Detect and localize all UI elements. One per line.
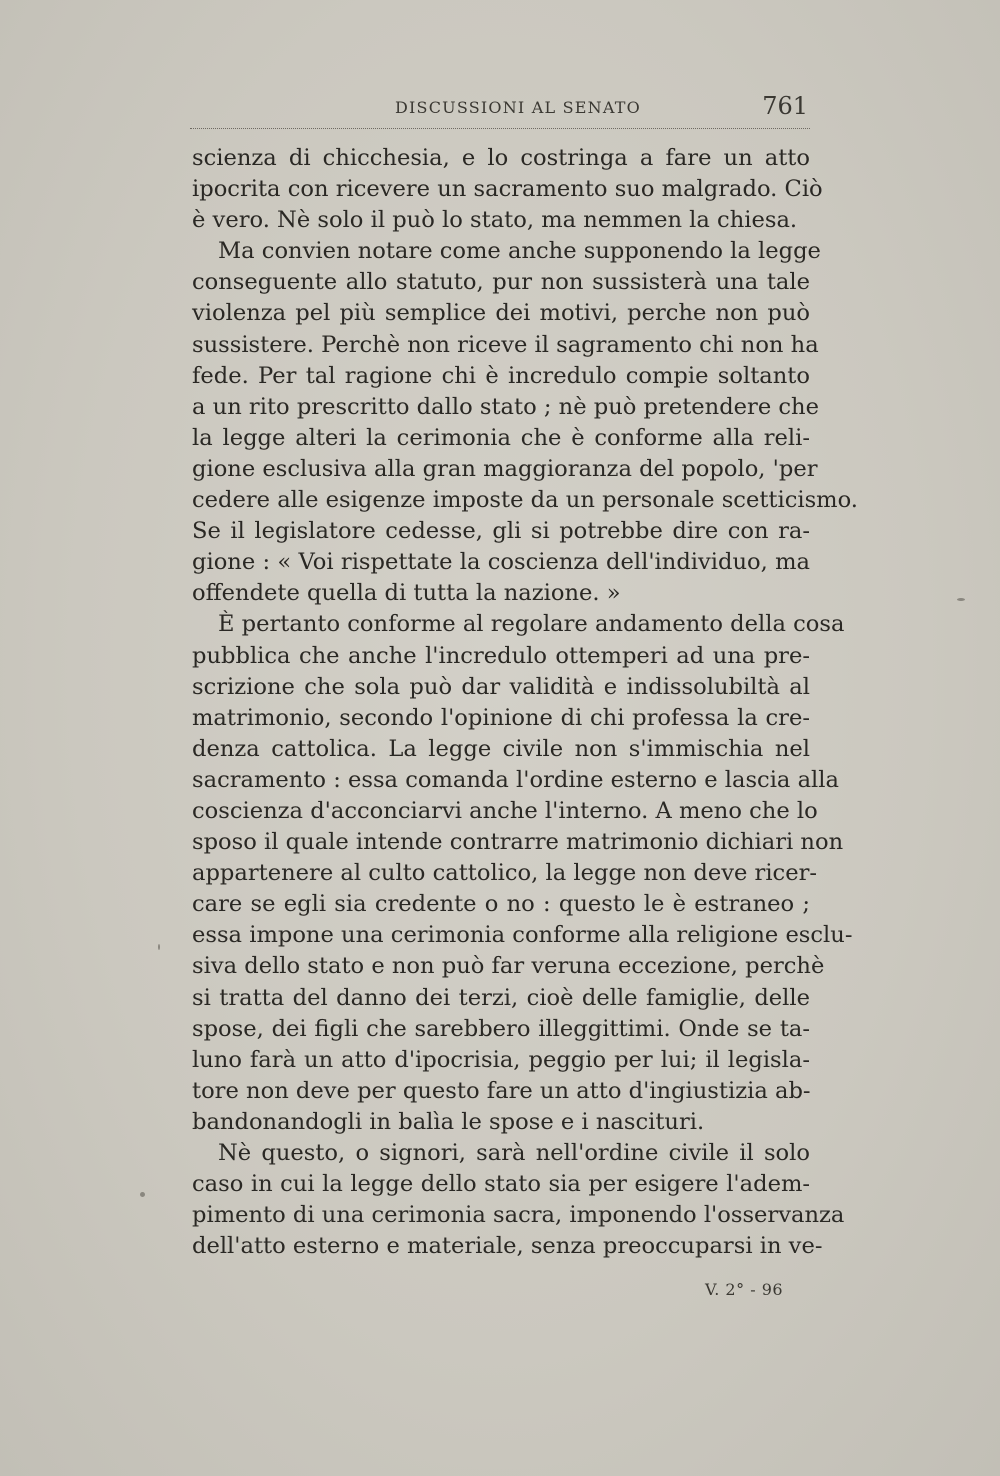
- text-line: È pertanto conforme al regolare andamento della cosa: [218, 611, 845, 638]
- text-line: sacramento : essa comanda l'ordine esterno e lascia alla: [192, 766, 839, 793]
- margin-speck: [158, 944, 160, 950]
- text-line: spose, dei figli che sarebbero illeggittimi. Onde se ta-: [192, 1015, 810, 1042]
- text-line: gione esclusiva alla gran maggioranza del popolo, 'per: [192, 455, 818, 482]
- text-line: sposo il quale intende contrarre matrimonio dichiari non: [192, 829, 844, 856]
- text-line: denza cattolica. La legge civile non s'immischia nel: [192, 735, 810, 762]
- text-line: gione : « Voi rispettate la coscienza dell'individuo, ma: [192, 549, 810, 576]
- text-line: dell'atto esterno e materiale, senza preoccuparsi in ve-: [192, 1233, 823, 1260]
- text-line: sussistere. Perchè non riceve il sagramento chi non ha: [192, 331, 819, 358]
- text-line: fede. Per tal ragione chi è incredulo compie soltanto: [192, 362, 810, 389]
- text-line: scienza di chicchesia, e lo costringa a fare un atto: [192, 145, 810, 171]
- text-line: Se il legislatore cedesse, gli si potrebbe dire con ra-: [192, 518, 810, 545]
- text-line: Nè questo, o signori, sarà nell'ordine civile il solo: [218, 1140, 810, 1166]
- text-line: coscienza d'acconciarvi anche l'interno. A meno che lo: [192, 797, 818, 824]
- margin-speck: [957, 598, 965, 601]
- text-line: ipocrita con ricevere un sacramento suo malgrado. Ciò: [192, 176, 823, 203]
- running-title: DISCUSSIONI AL SENATO: [395, 98, 641, 117]
- text-line: offendete quella di tutta la nazione. »: [192, 580, 621, 607]
- text-line: pubblica che anche l'incredulo ottemperi ad una pre-: [192, 642, 810, 669]
- text-line: è vero. Nè solo il può lo stato, ma nemmen la chiesa.: [192, 207, 798, 234]
- text-line: caso in cui la legge dello stato sia per esigere l'adem-: [192, 1171, 810, 1198]
- page-header: [190, 92, 810, 129]
- text-line: pimento di una cerimonia sacra, imponendo l'osservanza: [192, 1202, 845, 1229]
- text-line: appartenere al culto cattolico, la legge non deve ricer-: [192, 860, 818, 887]
- text-line: luno farà un atto d'ipocrisia, peggio per lui; il legisla-: [192, 1046, 810, 1073]
- text-line: siva dello stato e non può far veruna eccezione, perchè: [192, 953, 825, 980]
- text-line: bandonandogli in balìa le spose e i nascituri.: [192, 1108, 705, 1135]
- text-line: violenza pel più semplice dei motivi, perche non può: [192, 300, 810, 327]
- margin-speck: [140, 1192, 145, 1197]
- page-number: 761: [762, 92, 808, 120]
- text-line: si tratta del danno dei terzi, cioè delle famiglie, delle: [192, 984, 810, 1011]
- text-line: care se egli sia credente o no : questo le è estraneo ;: [192, 891, 810, 918]
- text-line: tore non deve per questo fare un atto d'ingiustizia ab-: [192, 1077, 811, 1104]
- text-line: scrizione che sola può dar validità e indissolubiltà al: [192, 673, 810, 700]
- text-line: a un rito prescritto dallo stato ; nè può pretendere che: [192, 393, 819, 420]
- printer-signature: V. 2° - 96: [705, 1280, 784, 1299]
- text-line: matrimonio, secondo l'opinione di chi professa la cre-: [192, 704, 810, 731]
- text-line: conseguente allo statuto, pur non sussisterà una tale: [192, 269, 810, 296]
- text-line: cedere alle esigenze imposte da un personale scetticismo.: [192, 487, 858, 514]
- text-line: Ma convien notare come anche supponendo la legge: [218, 238, 821, 265]
- body-text: [192, 143, 858, 1262]
- text-line: essa impone una cerimonia conforme alla religione esclu-: [192, 922, 853, 949]
- text-line: la legge alteri la cerimonia che è conforme alla reli-: [192, 424, 810, 451]
